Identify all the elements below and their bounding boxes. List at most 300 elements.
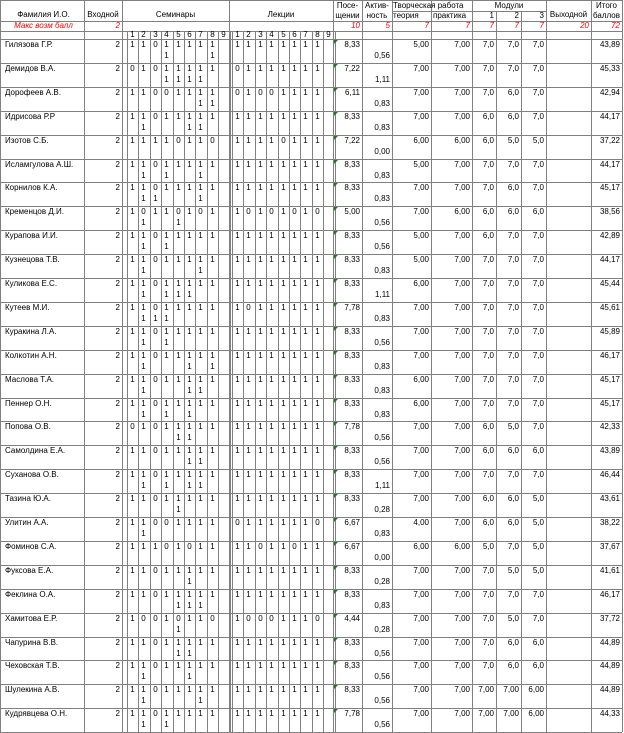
student-name: Курапова И.И.	[5, 231, 59, 241]
lecture-mark: 1	[258, 302, 263, 312]
seminar-mark-extra	[150, 100, 161, 109]
seminar-mark: 0	[153, 518, 158, 527]
seminar-mark-extra	[138, 458, 149, 467]
lecture-mark: 0	[258, 613, 263, 623]
seminar-mark-extra	[195, 339, 206, 348]
comment-indicator-icon	[334, 661, 338, 665]
seminar-mark-extra: 1	[164, 74, 169, 84]
seminar-mark-extra	[138, 52, 149, 61]
grid-line-h	[0, 517, 622, 518]
module-2-score: 5,0	[507, 135, 519, 145]
seminar-mark-extra	[150, 363, 161, 372]
activity-header: ность	[366, 11, 388, 20]
lecture-mark: 1	[235, 135, 240, 145]
seminar-mark: 1	[164, 350, 169, 360]
student-name: Улитин А.А.	[5, 518, 49, 527]
seminar-mark: 1	[141, 637, 146, 647]
module-3-score: 6,0	[532, 207, 544, 217]
seminar-mark	[218, 208, 229, 217]
comment-indicator-icon	[334, 183, 338, 187]
input-score: 2	[115, 661, 120, 671]
seminar-mark-extra	[127, 721, 138, 730]
seminar-mark: 1	[130, 374, 135, 384]
seminar-mark-extra: 1	[187, 576, 192, 586]
lecture-mark: 1	[269, 589, 274, 599]
seminar-mark: 1	[153, 541, 158, 551]
lecture-mark: 1	[235, 302, 240, 312]
activity-score: 0,83	[374, 98, 390, 108]
total-header: Итого	[596, 1, 617, 10]
practice-score: 7,00	[454, 661, 470, 671]
seminar-mark-extra	[184, 530, 195, 539]
input-header: Входной	[87, 10, 119, 19]
lecture-number: 8	[315, 30, 320, 39]
input-score: 2	[115, 470, 120, 480]
lecture-mark: 0	[292, 541, 297, 551]
seminar-mark-extra: 1	[198, 696, 203, 706]
module-3-score: 7,0	[532, 279, 544, 288]
lecture-mark: 1	[258, 135, 263, 145]
seminar-mark: 0	[153, 231, 158, 241]
seminar-number: 1	[130, 30, 135, 39]
lecture-mark: 1	[292, 350, 297, 360]
lecture-mark: 1	[269, 374, 274, 384]
seminar-mark-extra: 1	[141, 481, 146, 491]
module-1-score: 7,0	[482, 398, 494, 408]
lecture-mark: 1	[281, 446, 286, 456]
seminar-mark-extra	[173, 697, 184, 706]
module-1-header: 1	[489, 11, 494, 20]
seminar-mark-extra: 1	[198, 98, 203, 108]
module-2-score: 5,0	[507, 613, 519, 623]
seminar-mark: 1	[130, 494, 135, 504]
total-score: 44,33	[599, 709, 620, 719]
seminar-mark: 1	[176, 494, 181, 504]
grid-line-v	[122, 0, 123, 732]
seminar-mark-extra: 1	[141, 720, 146, 730]
lecture-mark: 1	[246, 87, 251, 97]
module-3-score: 7,0	[532, 255, 544, 265]
exit-score	[546, 662, 589, 671]
seminar-mark: 0	[164, 518, 169, 527]
grid-line-h	[0, 182, 622, 183]
seminar-mark-extra: 1	[187, 385, 192, 395]
lecture-mark: 1	[246, 446, 251, 456]
seminar-mark: 1	[210, 589, 215, 599]
max-practice: 7	[465, 21, 470, 30]
seminar-mark: 1	[198, 374, 203, 384]
seminar-mark: 1	[141, 518, 146, 527]
seminar-mark-extra	[161, 219, 172, 228]
lecture-mark: 1	[292, 111, 297, 121]
seminar-mark: 1	[130, 87, 135, 97]
seminar-mark: 1	[198, 637, 203, 647]
seminar-mark-extra	[138, 554, 149, 563]
lecture-mark: 1	[281, 470, 286, 480]
max-module-2: 7	[514, 21, 519, 30]
lecture-mark: 1	[303, 87, 308, 97]
seminar-mark: 1	[130, 231, 135, 241]
seminar-mark-extra	[195, 673, 206, 682]
seminar-mark: 1	[164, 63, 169, 73]
seminar-mark-extra	[218, 434, 229, 443]
seminar-mark: 1	[210, 470, 215, 480]
max-score-label: Макс возм балл	[14, 21, 73, 30]
seminar-mark-extra	[195, 52, 206, 61]
seminar-mark: 1	[198, 422, 203, 432]
lecture-mark: 1	[303, 255, 308, 265]
seminar-mark-extra	[184, 697, 195, 706]
seminar-mark-extra	[161, 530, 172, 539]
seminar-mark-extra	[173, 458, 184, 467]
max-module-1: 7	[489, 21, 494, 30]
seminar-number: 2	[141, 30, 146, 39]
seminar-mark-extra	[150, 291, 161, 300]
module-2-score: 7,0	[507, 255, 519, 265]
grid-line-h	[0, 254, 622, 255]
seminar-mark: 1	[141, 661, 146, 671]
student-name: Шулекина А.В.	[5, 685, 60, 695]
attendance-score: 8,33	[344, 374, 360, 384]
seminar-mark: 1	[198, 326, 203, 336]
comment-indicator-icon	[334, 709, 338, 713]
input-score: 2	[115, 255, 120, 265]
seminar-mark-extra	[207, 554, 218, 563]
seminar-mark	[218, 567, 229, 576]
seminar-mark: 1	[210, 494, 215, 504]
practice-score: 7,00	[454, 159, 470, 169]
seminar-mark-extra	[161, 100, 172, 109]
seminar-mark: 0	[210, 135, 215, 145]
practice-score: 7,00	[454, 494, 470, 504]
seminar-mark-extra	[127, 411, 138, 420]
seminar-mark: 1	[141, 231, 146, 241]
seminar-mark-extra	[207, 626, 218, 635]
practice-score: 7,00	[454, 87, 470, 97]
seminar-mark: 1	[187, 183, 192, 193]
lecture-mark: 1	[281, 87, 286, 97]
input-score: 2	[115, 111, 120, 121]
lecture-mark: 1	[246, 255, 251, 265]
module-3-score: 6,00	[528, 709, 544, 719]
total-score: 42,33	[599, 422, 620, 432]
activity-score: 0,83	[374, 122, 390, 132]
lecture-mark: 1	[269, 183, 274, 193]
lecture-mark: 1	[303, 135, 308, 145]
seminar-mark: 1	[164, 111, 169, 121]
seminar-mark: 1	[141, 398, 146, 408]
practice-score: 7,00	[454, 709, 470, 719]
activity-score: 0,56	[374, 337, 390, 347]
seminar-mark-extra	[218, 458, 229, 467]
lecture-mark: 1	[292, 685, 297, 695]
seminar-mark-extra	[184, 148, 195, 157]
seminar-mark: 1	[198, 518, 203, 527]
theory-score: 7,00	[413, 565, 429, 575]
student-name: Хамитова Е.Р.	[5, 613, 58, 623]
seminar-mark-extra	[218, 554, 229, 563]
lecture-mark: 0	[315, 518, 320, 527]
seminar-mark-extra	[138, 100, 149, 109]
lecture-mark: 1	[303, 709, 308, 719]
input-score: 2	[115, 135, 120, 145]
student-name: Тазина Ю.А.	[5, 494, 51, 504]
attendance-score: 8,33	[344, 111, 360, 121]
lecture-number: 6	[292, 30, 297, 39]
student-name: Колкотин А.Н.	[5, 350, 57, 360]
module-2-score: 7,0	[507, 279, 519, 288]
practice-score: 7,00	[454, 422, 470, 432]
student-name: Изотов С.Б.	[5, 135, 49, 145]
activity-score: 0,83	[374, 385, 390, 395]
seminar-mark-extra	[184, 626, 195, 635]
seminar-mark: 1	[187, 661, 192, 671]
seminar-mark-extra	[150, 219, 161, 228]
activity-score: 0,83	[374, 529, 390, 538]
module-2-score: 6,0	[507, 494, 519, 504]
lecture-mark: 1	[292, 183, 297, 193]
input-score: 2	[115, 374, 120, 384]
lecture-mark: 1	[281, 541, 286, 551]
lecture-mark: 1	[246, 470, 251, 480]
seminar-mark-extra	[207, 387, 218, 396]
lecture-mark: 1	[246, 565, 251, 575]
seminar-mark-extra	[127, 530, 138, 539]
seminar-mark: 1	[176, 518, 181, 527]
seminar-mark: 1	[176, 637, 181, 647]
input-score: 2	[115, 589, 120, 599]
seminar-mark-extra	[218, 315, 229, 324]
seminar-mark: 0	[130, 63, 135, 73]
lecture-mark: 1	[292, 470, 297, 480]
seminar-mark	[218, 686, 229, 695]
lecture-mark: 1	[258, 518, 263, 527]
lecture-mark: 1	[315, 398, 320, 408]
seminar-mark-extra	[127, 363, 138, 372]
seminar-mark-extra	[173, 387, 184, 396]
seminar-mark-extra	[218, 52, 229, 61]
input-score: 2	[115, 63, 120, 73]
seminar-mark-extra	[218, 697, 229, 706]
seminar-mark: 1	[176, 374, 181, 384]
comment-indicator-icon	[334, 160, 338, 164]
seminar-mark-extra	[150, 387, 161, 396]
theory-score: 5,00	[413, 231, 429, 241]
seminar-mark: 1	[164, 374, 169, 384]
seminar-mark: 0	[153, 685, 158, 695]
seminar-number: 9	[221, 30, 226, 39]
exit-score	[546, 280, 589, 289]
theory-header: теория	[393, 11, 419, 20]
seminar-mark-extra	[161, 554, 172, 563]
seminar-mark: 1	[164, 255, 169, 265]
lecture-mark: 1	[303, 159, 308, 169]
lecture-mark: 1	[235, 207, 240, 217]
seminar-mark: 1	[187, 111, 192, 121]
modules-header: Модули	[494, 1, 524, 10]
seminar-mark: 1	[187, 613, 192, 623]
seminar-mark-extra	[138, 148, 149, 157]
module-1-score: 7,0	[482, 302, 494, 312]
lecture-mark: 1	[246, 685, 251, 695]
lecture-mark: 1	[292, 565, 297, 575]
exit-header: Выходной	[549, 10, 588, 19]
seminar-mark-extra: 1	[153, 313, 158, 323]
lecture-mark: 1	[258, 398, 263, 408]
seminar-mark: 1	[176, 685, 181, 695]
seminar-mark-extra: 1	[164, 313, 169, 323]
seminar-mark: 1	[198, 661, 203, 671]
lecture-mark: 1	[235, 541, 240, 551]
seminar-mark: 1	[210, 63, 215, 73]
seminar-mark-extra: 1	[198, 266, 203, 276]
seminar-mark-extra	[207, 243, 218, 252]
grid-line-h	[0, 421, 622, 422]
seminar-mark: 1	[176, 446, 181, 456]
seminar-mark: 1	[164, 470, 169, 480]
attendance-score: 8,33	[344, 183, 360, 193]
seminar-mark: 1	[141, 422, 146, 432]
total-score: 44,17	[599, 255, 620, 265]
seminar-mark: 1	[130, 637, 135, 647]
practice-score: 7,00	[454, 470, 470, 480]
lecture-mark: 1	[281, 231, 286, 241]
seminar-mark-extra: 1	[198, 170, 203, 180]
seminar-mark-extra	[173, 195, 184, 204]
seminar-mark: 0	[153, 326, 158, 336]
theory-score: 7,00	[413, 589, 429, 599]
seminar-number: 7	[198, 30, 203, 39]
seminar-mark	[218, 591, 229, 600]
theory-score: 6,00	[413, 135, 429, 145]
lecture-mark: 1	[246, 279, 251, 288]
seminar-mark: 1	[210, 183, 215, 193]
lecture-mark: 0	[269, 613, 274, 623]
lecture-mark: 0	[235, 518, 240, 527]
seminar-mark: 0	[153, 494, 158, 504]
grid-line-v	[0, 0, 1, 732]
seminar-mark: 1	[141, 685, 146, 695]
lecture-mark: 1	[281, 661, 286, 671]
seminar-mark: 1	[198, 613, 203, 623]
attendance-score: 8,33	[344, 661, 360, 671]
total-score: 46,44	[599, 470, 620, 480]
seminar-mark-extra	[195, 315, 206, 324]
attendance-score: 8,33	[344, 685, 360, 695]
seminar-mark-extra	[150, 650, 161, 659]
exit-score	[546, 89, 589, 98]
lecture-mark: 1	[315, 589, 320, 599]
module-1-score: 6,0	[482, 207, 494, 217]
seminar-mark: 1	[130, 183, 135, 193]
creative-work-header: Творческая работа	[393, 1, 464, 10]
input-score: 2	[115, 87, 120, 97]
seminar-mark: 1	[210, 111, 215, 121]
lecture-mark: 1	[281, 374, 286, 384]
lecture-mark: 1	[246, 709, 251, 719]
comment-indicator-icon	[334, 422, 338, 426]
comment-indicator-icon	[334, 207, 338, 211]
seminar-mark-extra	[127, 243, 138, 252]
seminar-mark: 1	[198, 541, 203, 551]
seminar-mark-extra: 1	[198, 600, 203, 610]
module-2-score: 6,0	[507, 661, 519, 671]
module-1-score: 7,0	[482, 279, 494, 288]
activity-score: 0,56	[374, 696, 390, 706]
lecture-mark: 1	[315, 470, 320, 480]
total-score: 43,61	[599, 494, 620, 504]
module-1-score: 6,0	[482, 111, 494, 121]
module-2-score: 6,0	[507, 183, 519, 193]
module-2-score: 7,0	[507, 398, 519, 408]
seminar-mark: 1	[130, 613, 135, 623]
seminar-mark: 1	[164, 637, 169, 647]
seminar-mark-extra: 1	[187, 409, 192, 419]
lecture-mark: 1	[303, 183, 308, 193]
total-score: 44,17	[599, 111, 620, 121]
seminar-mark-extra	[127, 602, 138, 611]
lecture-mark: 1	[235, 350, 240, 360]
module-3-score: 5,0	[532, 494, 544, 504]
lecture-mark: 1	[281, 613, 286, 623]
seminar-mark: 1	[164, 589, 169, 599]
total-score: 37,67	[599, 541, 620, 551]
seminar-mark-extra	[207, 673, 218, 682]
lecture-mark: 1	[269, 446, 274, 456]
exit-score	[546, 137, 589, 146]
seminar-mark-extra	[150, 458, 161, 467]
practice-score: 7,00	[454, 685, 470, 695]
seminar-mark-extra	[127, 506, 138, 515]
practice-score: 6,00	[454, 541, 470, 551]
seminar-mark-extra	[195, 530, 206, 539]
exit-score	[546, 447, 589, 456]
seminar-mark: 1	[198, 685, 203, 695]
seminar-mark-extra: 1	[198, 385, 203, 395]
seminar-mark: 0	[153, 446, 158, 456]
seminar-mark: 1	[164, 422, 169, 432]
comment-indicator-icon	[334, 590, 338, 594]
comment-indicator-icon	[334, 112, 338, 116]
seminar-mark: 0	[141, 207, 146, 217]
lecture-mark: 1	[303, 661, 308, 671]
seminar-mark: 1	[141, 159, 146, 169]
lecture-mark: 1	[246, 63, 251, 73]
seminar-mark-extra	[173, 100, 184, 109]
practice-score: 7,00	[454, 279, 470, 288]
input-score: 2	[115, 40, 120, 49]
seminar-mark-extra: 1	[198, 74, 203, 84]
attendance-header: Посе-	[336, 1, 359, 10]
lecture-mark: 1	[258, 589, 263, 599]
seminar-mark-extra	[207, 124, 218, 133]
lecture-mark: 1	[281, 63, 286, 73]
lecture-mark: 1	[269, 279, 274, 288]
lecture-mark: 1	[315, 326, 320, 336]
seminar-mark-extra	[127, 195, 138, 204]
seminar-mark: 1	[130, 135, 135, 145]
grid-line-h	[0, 206, 622, 207]
lecture-mark: 1	[292, 398, 297, 408]
seminar-mark: 0	[153, 613, 158, 623]
total-score: 46,17	[599, 589, 620, 599]
seminar-mark: 1	[176, 159, 181, 169]
seminar-mark-extra	[184, 267, 195, 276]
lecture-mark: 1	[281, 518, 286, 527]
module-3-score: 7,0	[532, 422, 544, 432]
seminar-mark: 1	[187, 350, 192, 360]
lecture-mark: 1	[235, 637, 240, 647]
